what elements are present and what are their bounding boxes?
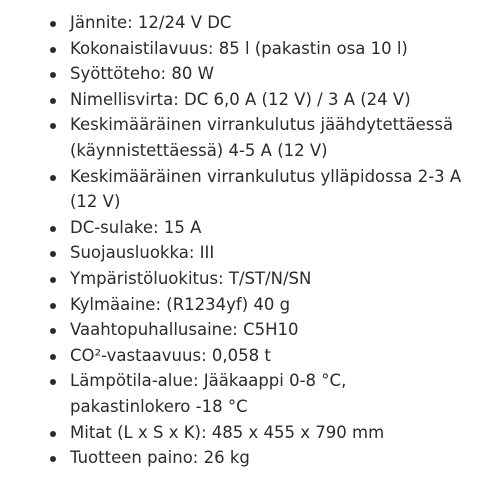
spec-item-refrigerant (0, 292, 480, 318)
spec-text: Mitat (L x S x K): 485 x 455 x 790 mm (70, 422, 385, 442)
bullet-icon (50, 303, 56, 309)
spec-text: Nimellisvirta: DC 6,0 A (12 V) / 3 A (24 V) (70, 89, 411, 109)
spec-item-co2-equivalent (0, 343, 480, 369)
bullet-icon (50, 123, 56, 129)
bullet-icon (50, 175, 56, 181)
bullet-icon (50, 456, 56, 462)
spec-item-consumption-maintenance (0, 164, 480, 215)
spec-text: Vaahtopuhallusaine: C5H10 (70, 320, 299, 340)
spec-text: Kokonaistilavuus: 85 l (pakastin osa 10 l) (70, 38, 408, 58)
spec-text: Ympäristöluokitus: T/ST/N/SN (70, 268, 312, 288)
spec-text: CO²-vastaavuus: 0,058 t (70, 345, 271, 365)
spec-item-dimensions (0, 420, 480, 446)
spec-item-capacity (0, 36, 480, 62)
bullet-icon (50, 72, 56, 78)
spec-text: Keskimääräinen virrankulutus jäähdytettäessä (käynnistettäessä) 4-5 A (12 V) (70, 115, 454, 160)
spec-text: Keskimääräinen virrankulutus ylläpidossa 2-3 A (12 V) (70, 166, 462, 212)
spec-text: Suojausluokka: III (70, 243, 215, 263)
bullet-icon (50, 21, 56, 27)
spec-item-rated-current (0, 87, 480, 113)
bullet-icon (50, 354, 56, 360)
spec-item-protection-class (0, 240, 480, 266)
bullet-icon (50, 277, 56, 283)
spec-item-temperature-range (0, 368, 480, 419)
spec-item-climate-class (0, 266, 480, 292)
bullet-icon (50, 251, 56, 257)
spec-text: Jännite: 12/24 V DC (70, 13, 232, 32)
spec-text: Syöttöteho: 80 W (70, 64, 214, 84)
spec-text: Tuotteen paino: 26 kg (70, 448, 250, 468)
bullet-icon (50, 98, 56, 104)
spec-item-dc-fuse (0, 215, 480, 241)
spec-item-consumption-cooling (0, 112, 480, 163)
spec-item-voltage (0, 10, 480, 36)
bullet-icon (50, 47, 56, 53)
spec-list (0, 10, 480, 471)
bullet-icon (50, 379, 56, 385)
bullet-icon (50, 226, 56, 232)
spec-item-blowing-agent (0, 317, 480, 343)
spec-text: DC-sulake: 15 A (70, 217, 202, 237)
bullet-icon (50, 431, 56, 437)
spec-text: Kylmäaine: (R1234yf) 40 g (70, 294, 291, 314)
spec-item-weight (0, 445, 480, 471)
bullet-icon (50, 328, 56, 334)
spec-item-input-power (0, 61, 480, 87)
spec-text: Lämpötila-alue: Jääkaappi 0-8 °C, pakastinlokero -18 °C (70, 371, 347, 416)
